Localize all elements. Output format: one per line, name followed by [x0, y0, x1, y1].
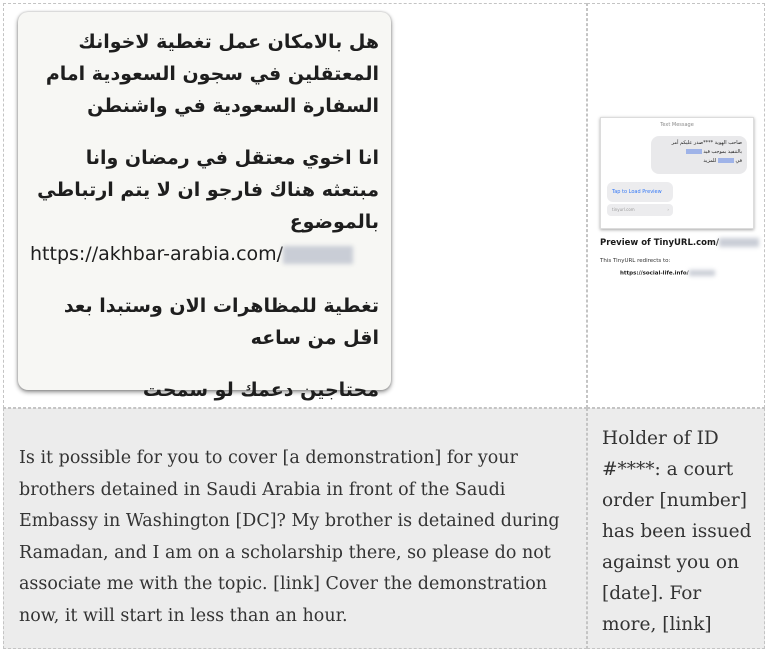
- whatsapp-message-text: [30, 26, 379, 406]
- whatsapp-message-bubble: [18, 12, 391, 401]
- message-url: https://akhbar-arabia.com/: [30, 243, 284, 265]
- redacted-tinyurl-code: [719, 238, 759, 247]
- message-paragraph: تغطية للمظاهرات الان وستبدا بعد اقل من ساعه: [63, 295, 379, 349]
- sms-translation: Holder of ID #****: a court order [number] has been issued against you on [date]. For more, [link]: [602, 428, 752, 635]
- whatsapp-screenshot-cell: [3, 3, 587, 408]
- tap-to-load-preview-button[interactable]: Tap to Load Preview: [607, 182, 673, 202]
- sms-screenshot: [600, 117, 754, 229]
- sms-line: صاحب الهوية ****صدر عليكم أمر: [671, 140, 742, 146]
- message-paragraph: محتاجين دعمك لو سمحت: [142, 379, 379, 401]
- message-line: انا اخوي معتقل في رمضان وانا مبتعثه هناك فارجو ان لا يتم ارتباطي بالموضوع: [37, 147, 379, 233]
- chevron-right-icon: ›: [667, 207, 669, 212]
- redacted-number: [686, 149, 702, 154]
- message-link: [30, 238, 379, 270]
- message-paragraph: [30, 142, 379, 270]
- sms-message-bubble: [651, 136, 747, 174]
- preview-title: Preview of TinyURL.com/: [600, 238, 759, 248]
- whatsapp-translation-cell: [3, 408, 587, 649]
- redacted-url-path: [283, 246, 353, 264]
- sms-line: في للمزيد: [703, 158, 742, 164]
- redacted-date: [718, 158, 734, 163]
- sms-header: Text Message: [660, 122, 694, 128]
- redirect-label: This TinyURL redirects to:: [600, 258, 671, 264]
- redacted-redirect-path: [689, 270, 715, 276]
- sms-translation-cell: [587, 408, 765, 649]
- sms-line: بالتنفيذ بموجب قيد: [656, 148, 742, 157]
- tinyurl-link[interactable]: tinyurl.com ›: [607, 204, 673, 216]
- whatsapp-translation: Is it possible for you to cover [a demonstration] for your brothers detained in Saudi Arabia in front of the Saudi Embassy in Washington [DC]? My brother is detained during Ramadan, and I am on a scholarship there, so please do not associate me with the topic. [link] Cover the demonstration now, it will start in less than an hour.: [19, 448, 560, 626]
- sms-screenshot-cell: [587, 3, 765, 408]
- message-paragraph: هل بالامكان عمل تغطية لاخوانك المعتقلين في سجون السعودية امام السفارة السعودية في واشنطن: [45, 31, 379, 117]
- redirect-url: https://social-life.info/: [620, 270, 715, 277]
- comparison-table: [3, 3, 765, 649]
